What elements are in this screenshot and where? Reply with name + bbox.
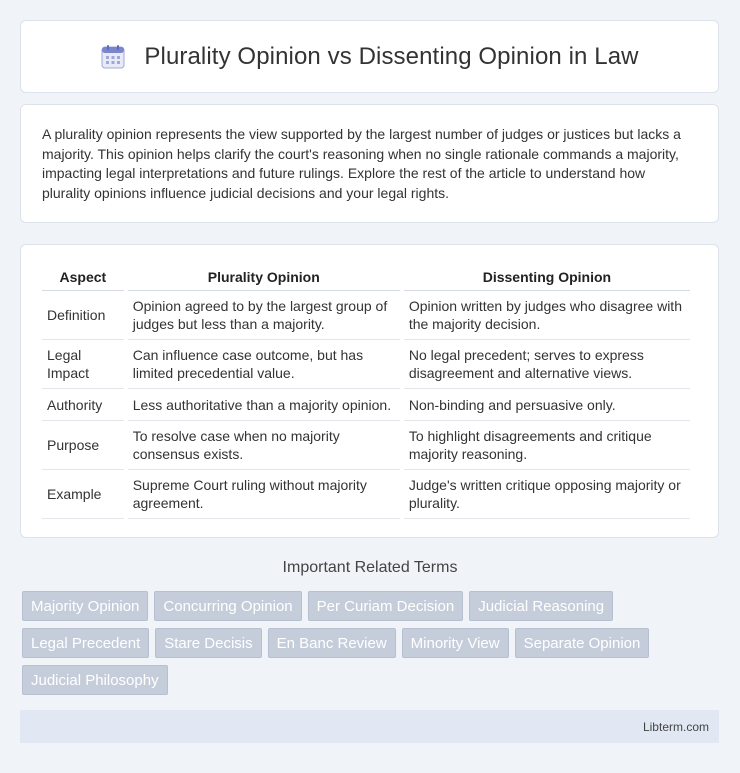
tag-majority-opinion[interactable]: Majority Opinion <box>22 591 148 621</box>
title-wrap <box>100 43 638 71</box>
tag-judicial-reasoning[interactable]: Judicial Reasoning <box>469 591 613 621</box>
table-cell-dissenting: Opinion written by judges who disagree with the majority decision. <box>404 291 690 340</box>
related-terms-list <box>22 591 722 695</box>
footer-site-link[interactable]: Libterm.com <box>642 719 709 734</box>
header-card <box>20 20 719 93</box>
table-row <box>42 340 690 389</box>
intro-paragraph: A plurality opinion represents the view supported by the largest number of judges or justices but lacks a majority. This opinion helps clarify the court's reasoning when no single rationale commands a majority, impacting legal interpretations and future rulings. Explore the rest of the article to understand how plurality opinions influence judicial decisions and your legal rights. <box>42 126 681 201</box>
table-cell-aspect: Example <box>42 470 124 519</box>
table-row <box>42 389 690 421</box>
table-cell-aspect: Legal Impact <box>42 340 124 389</box>
table-row <box>42 291 690 340</box>
table-cell-aspect: Purpose <box>42 421 124 470</box>
related-terms-title: Important Related Terms <box>282 559 458 576</box>
tag-judicial-philosophy[interactable]: Judicial Philosophy <box>22 665 168 695</box>
table-row <box>42 470 690 519</box>
column-header-aspect: Aspect <box>42 264 124 291</box>
tag-minority-view[interactable]: Minority View <box>402 628 509 658</box>
footer <box>20 710 719 743</box>
column-header-dissenting: Dissenting Opinion <box>404 264 690 291</box>
table-cell-plurality: Supreme Court ruling without majority agreement. <box>128 470 400 519</box>
tag-stare-decisis[interactable]: Stare Decisis <box>155 628 261 658</box>
table-cell-plurality: Less authoritative than a majority opinion. <box>128 389 400 421</box>
table-cell-plurality: Can influence case outcome, but has limited precedential value. <box>128 340 400 389</box>
comparison-table <box>38 264 694 519</box>
table-cell-plurality: Opinion agreed to by the largest group of judges but less than a majority. <box>128 291 400 340</box>
calendar-icon <box>100 44 126 70</box>
intro-card <box>20 104 719 223</box>
table-cell-plurality: To resolve case when no majority consensus exists. <box>128 421 400 470</box>
tag-en-banc-review[interactable]: En Banc Review <box>268 628 396 658</box>
page-title: Plurality Opinion vs Dissenting Opinion in Law <box>144 42 639 70</box>
table-cell-dissenting: Judge's written critique opposing majority or plurality. <box>404 470 690 519</box>
table-cell-aspect: Definition <box>42 291 124 340</box>
comparison-table-card <box>20 244 719 538</box>
tag-separate-opinion[interactable]: Separate Opinion <box>515 628 650 658</box>
tag-per-curiam-decision[interactable]: Per Curiam Decision <box>308 591 464 621</box>
table-cell-dissenting: To highlight disagreements and critique majority reasoning. <box>404 421 690 470</box>
table-cell-aspect: Authority <box>42 389 124 421</box>
column-header-plurality: Plurality Opinion <box>128 264 400 291</box>
table-row <box>42 421 690 470</box>
table-cell-dissenting: No legal precedent; serves to express disagreement and alternative views. <box>404 340 690 389</box>
table-cell-dissenting: Non-binding and persuasive only. <box>404 389 690 421</box>
tag-concurring-opinion[interactable]: Concurring Opinion <box>154 591 301 621</box>
table-header-row <box>42 264 690 291</box>
tag-legal-precedent[interactable]: Legal Precedent <box>22 628 149 658</box>
